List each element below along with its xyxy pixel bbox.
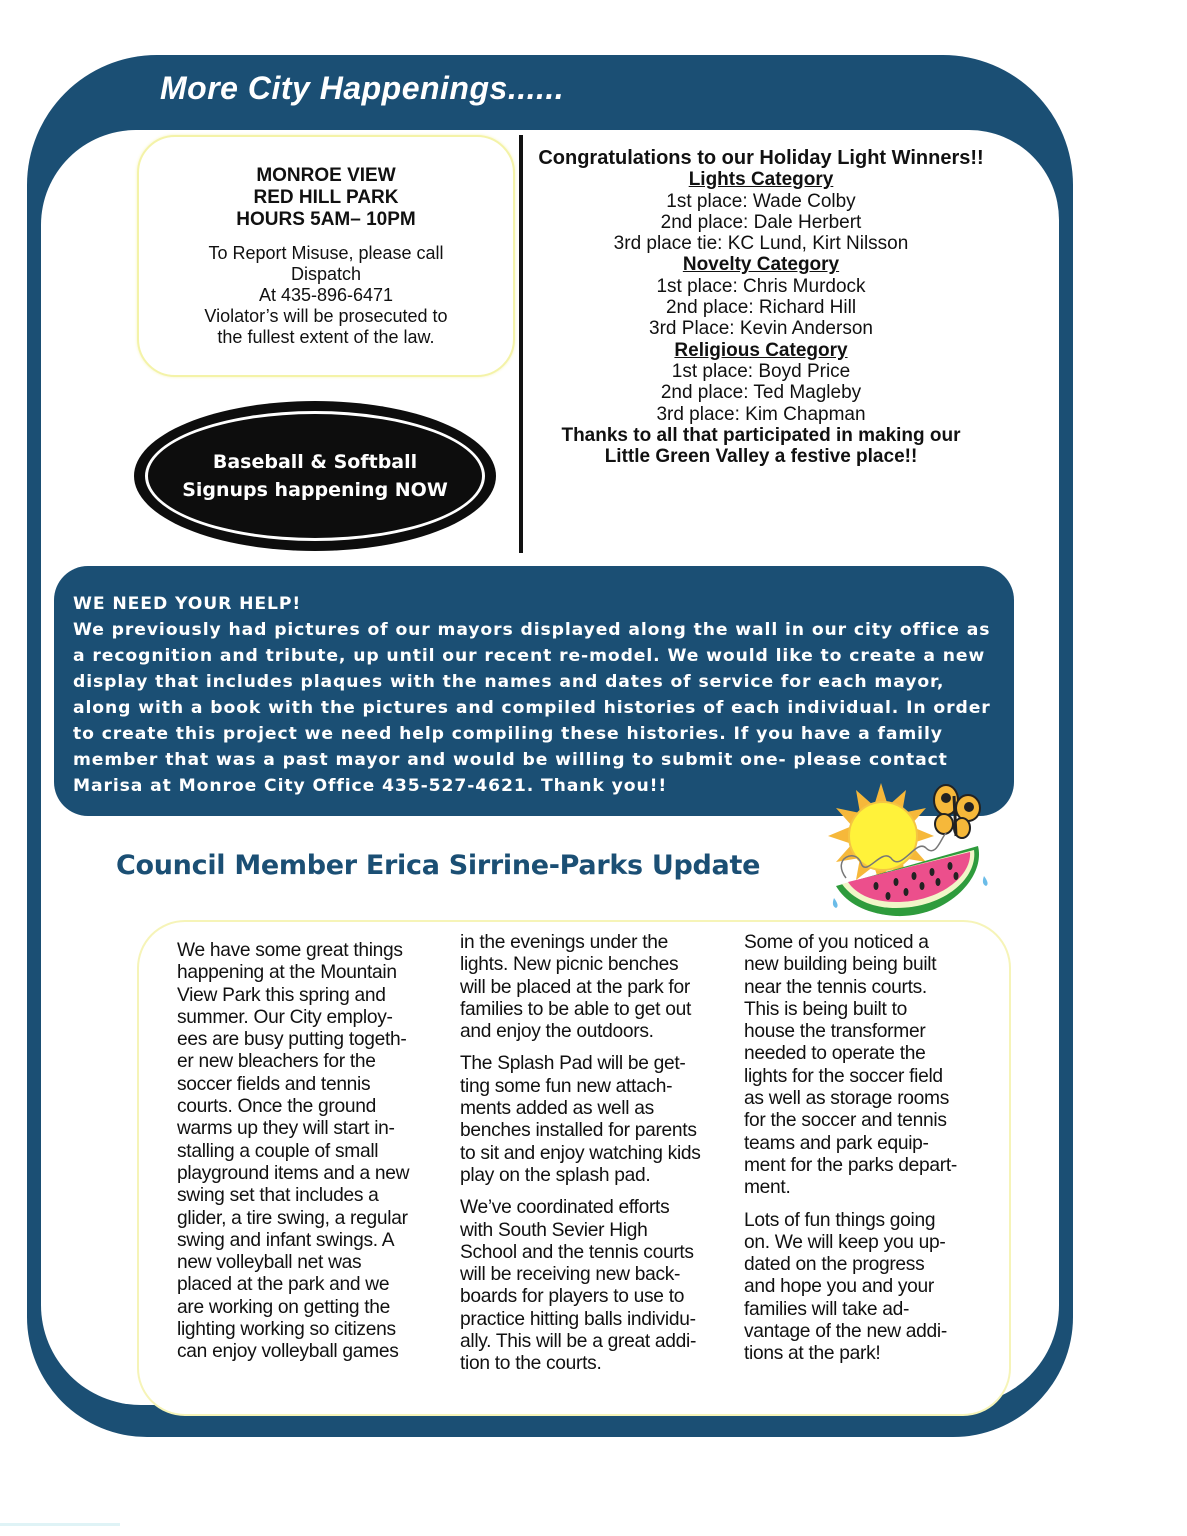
update-paragraph: We’ve coordinated efforts with South Sevier High School and the tennis courts will be receiving new back- boards for players to use to practice hitting balls individu- ally. This will be a great addi- tion to the courts. bbox=[460, 1197, 697, 1375]
winner-entry: 3rd Place: Kevin Anderson bbox=[649, 318, 873, 340]
park-notice-line: Violator’s will be prosecuted to bbox=[204, 306, 448, 326]
winner-entry: 3rd place: Kim Chapman bbox=[656, 403, 866, 425]
help-line: to create this project we need help compiling these histories. If you have a family bbox=[73, 724, 943, 744]
winner-entry: 3rd place tie: KC Lund, Kirt Nilsson bbox=[613, 233, 909, 255]
update-column-3 bbox=[744, 932, 994, 1376]
update-paragraph: Some of you noticed a new building being built near the tennis courts. This is being built to house the transformer needed to operate the lights for the soccer field as well as storage rooms for the soccer and tennis teams and park equip- ment for the parks depart- ment. bbox=[744, 932, 957, 1199]
winner-entry: 1st place: Wade Colby bbox=[666, 190, 856, 212]
help-line: We previously had pictures of our mayors displayed along the wall in our city office as bbox=[73, 620, 991, 640]
park-notice-line: Dispatch bbox=[290, 264, 362, 284]
park-notice-heading bbox=[139, 165, 513, 231]
park-name-line: RED HILL PARK bbox=[253, 187, 399, 208]
scan-artifact bbox=[0, 1523, 120, 1526]
help-notice bbox=[73, 591, 1003, 799]
winner-entry: 2nd place: Ted Magleby bbox=[660, 382, 862, 404]
winner-entry: 2nd place: Dale Herbert bbox=[660, 211, 862, 233]
sun-butterfly-watermelon-icon bbox=[826, 778, 991, 918]
help-line: a recognition and tribute, up until our recent re-model. We would like to create a new bbox=[73, 646, 986, 666]
winner-entry: 1st place: Boyd Price bbox=[671, 360, 851, 382]
signups-line: Baseball & Softball bbox=[212, 451, 418, 473]
update-paragraph: We have some great things happening at the Mountain View Park this spring and summer. Our City employ- ees are busy putting togeth- er new bleachers for the soccer fields and tennis courts. Once the ground warms up they will start in- stalling a couple of small playground items and a new swing set that includes a glider, a tire swing, a regular swing and infant swings. A new volleyball net was placed at the park and we are working on getting the lighting working so citizens can enjoy volleyball games bbox=[177, 940, 410, 1363]
thanks-line: Thanks to all that participated in making our bbox=[561, 424, 961, 446]
park-hours-line: HOURS 5AM– 10PM bbox=[236, 209, 416, 230]
park-notice-box bbox=[137, 135, 515, 377]
butterfly-icon bbox=[934, 785, 980, 838]
winner-entry: 2nd place: Richard Hill bbox=[665, 297, 857, 319]
council-update-title: Council Member Erica Sirrine-Parks Update bbox=[116, 850, 761, 881]
park-notice-line: the fullest extent of the law. bbox=[217, 327, 435, 347]
update-paragraph: The Splash Pad will be get- ting some fun new attach- ments added as well as benches installed for parents to sit and enjoy watching kids play on the splash pad. bbox=[460, 1053, 701, 1186]
dispatch-phone: At 435-896-6471 bbox=[258, 285, 394, 305]
thanks-line: Little Green Valley a festive place!! bbox=[604, 446, 918, 468]
update-paragraph: in the evenings under the lights. New picnic benches will be placed at the park for families to be able to get out and enjoy the outdoors. bbox=[460, 932, 691, 1043]
park-notice-body bbox=[139, 243, 513, 348]
signups-line: Signups happening NOW bbox=[182, 479, 448, 501]
update-column-1 bbox=[177, 940, 442, 1374]
signups-text bbox=[145, 448, 485, 504]
help-heading: WE NEED YOUR HELP! bbox=[73, 594, 302, 614]
help-line: along with a book with the pictures and compiled histories of each individual. In order bbox=[73, 698, 991, 718]
park-name-line: MONROE VIEW bbox=[256, 165, 396, 186]
banner-title: More City Happenings...... bbox=[160, 70, 565, 106]
category-novelty: Novelty Category bbox=[682, 254, 840, 276]
update-column-2 bbox=[460, 932, 730, 1386]
park-notice-line: To Report Misuse, please call bbox=[208, 243, 444, 263]
winner-entry: 1st place: Chris Murdock bbox=[656, 275, 866, 297]
holiday-light-winners bbox=[522, 148, 1000, 467]
help-line: member that was a past mayor and would be willing to submit one- please contact bbox=[73, 750, 948, 770]
update-paragraph: Lots of fun things going on. We will keep you up- dated on the progress and hope you and your families will take ad- vantage of the new addi- tions at the park! bbox=[744, 1209, 947, 1365]
help-contact-line: Marisa at Monroe City Office 435-527-4621. Thank you!! bbox=[73, 776, 668, 796]
category-lights: Lights Category bbox=[688, 169, 834, 191]
winners-heading: Congratulations to our Holiday Light Winners!! bbox=[538, 147, 984, 169]
category-religious: Religious Category bbox=[674, 339, 848, 361]
help-line: display that includes plaques with the names and dates of service for each mayor, bbox=[73, 672, 945, 692]
